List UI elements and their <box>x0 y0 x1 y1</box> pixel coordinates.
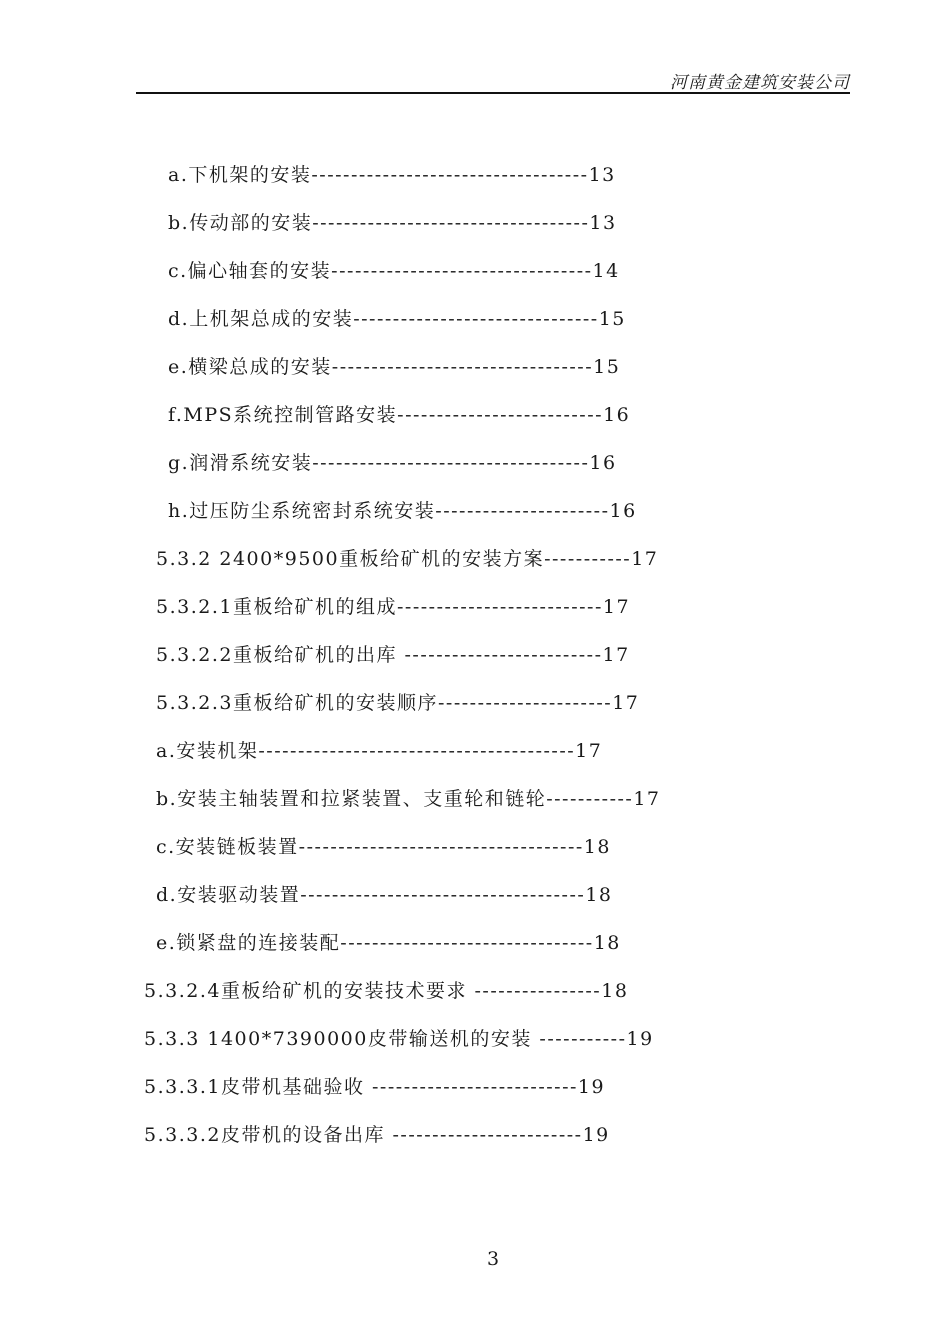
toc-entry[interactable]: e.锁紧盘的连接装配--------------------------------18 <box>156 932 621 954</box>
page-number: 3 <box>486 1248 500 1270</box>
toc-entry[interactable]: b.传动部的安装-----------------------------------13 <box>168 212 617 234</box>
toc-entry[interactable]: 5.3.3 1400*7390000皮带输送机的安装 -----------19 <box>144 1028 654 1050</box>
toc-entry[interactable]: a.下机架的安装-----------------------------------13 <box>168 164 616 186</box>
toc-entry[interactable]: 5.3.2.2重板给矿机的出库 -------------------------17 <box>156 644 630 666</box>
toc-entry[interactable]: e.横梁总成的安装---------------------------------15 <box>168 356 621 378</box>
toc-entry[interactable]: 5.3.2.4重板给矿机的安装技术要求 ----------------18 <box>144 980 629 1002</box>
toc-entry[interactable]: c.安装链板装置------------------------------------18 <box>156 836 611 858</box>
toc-entry[interactable]: c.偏心轴套的安装---------------------------------14 <box>168 260 620 282</box>
toc-entry[interactable]: 5.3.2.3重板给矿机的安装顺序----------------------17 <box>156 692 640 714</box>
toc-entry[interactable]: b.安装主轴装置和拉紧装置、支重轮和链轮-----------17 <box>156 788 661 810</box>
toc-entry[interactable]: 5.3.3.2皮带机的设备出库 ------------------------19 <box>144 1124 610 1146</box>
toc-entry[interactable]: a.安装机架----------------------------------------17 <box>156 740 603 762</box>
header-divider <box>136 92 850 94</box>
toc-entry[interactable]: h.过压防尘系统密封系统安装----------------------16 <box>168 500 637 522</box>
toc-entry[interactable]: 5.3.2 2400*9500重板给矿机的安装方案-----------17 <box>156 548 659 570</box>
toc-entry[interactable]: d.上机架总成的安装-------------------------------15 <box>168 308 626 330</box>
toc-entry[interactable]: 5.3.3.1皮带机基础验收 --------------------------19 <box>144 1076 606 1098</box>
toc-entry[interactable]: d.安装驱动装置------------------------------------18 <box>156 884 613 906</box>
toc-entry[interactable]: g.润滑系统安装-----------------------------------16 <box>168 452 617 474</box>
toc-entry[interactable]: 5.3.2.1重板给矿机的组成--------------------------17 <box>156 596 631 618</box>
toc-entry[interactable]: f.MPS系统控制管路安装--------------------------16 <box>168 404 631 426</box>
company-name: 河南黄金建筑安装公司 <box>670 73 850 93</box>
